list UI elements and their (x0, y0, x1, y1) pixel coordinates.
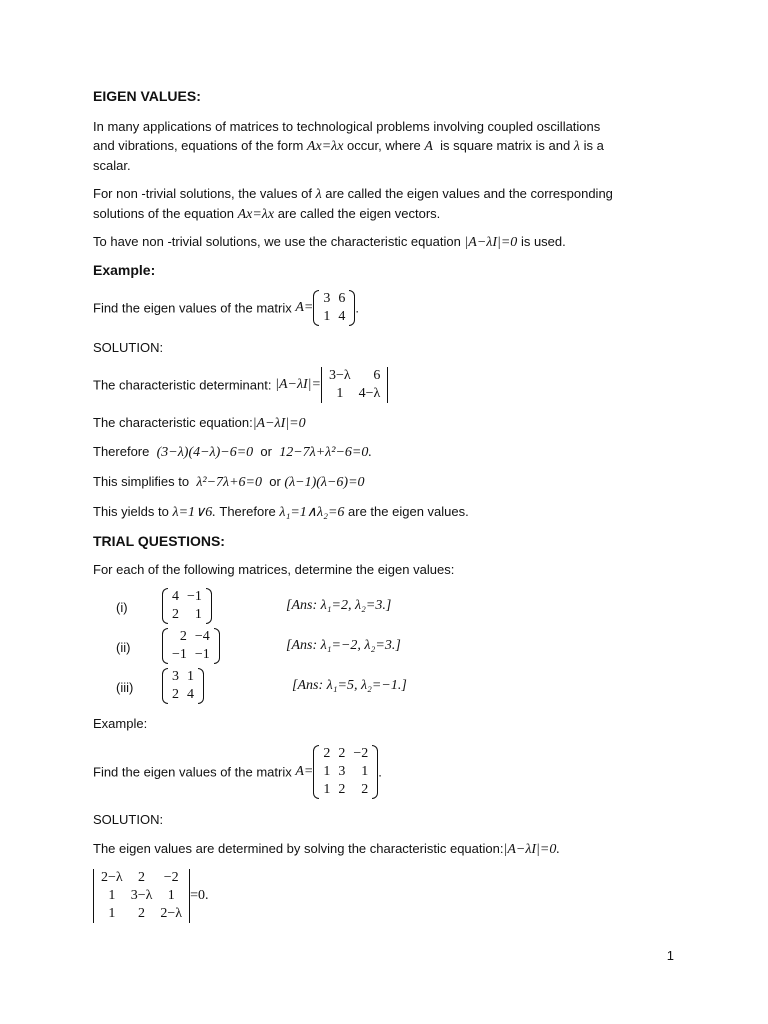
example2-determinant (93, 869, 190, 923)
matrix-cell: −4 (194, 629, 210, 644)
characteristic-equation-line: To have non -trivial solutions, we use the characteristic equation |A−λI|=0 is used. (93, 234, 566, 250)
trial-instruction: For each of the following matrices, determine the eigen values: (93, 562, 455, 577)
matrix-cell: 1 (187, 669, 194, 684)
example2-matrix (313, 745, 378, 799)
example2-det-text: The eigen values are determined by solving the characteristic equation:|A−λI|=0. (93, 841, 560, 857)
matrix-cell: 2 (361, 782, 369, 797)
example1-determinant (321, 367, 388, 403)
matrix-cell: 1 (361, 764, 369, 779)
matrix-cell: 6 (338, 291, 346, 306)
matrix-cell: 2 (138, 870, 146, 885)
matrix-cell: 4 (172, 589, 179, 604)
trial-item (116, 588, 676, 628)
example2-determinant-equation: 2−λ 2 −2 1 3−λ 1 1 2 2−λ =0. (93, 869, 208, 923)
trial-item-label: (ii) (116, 640, 131, 655)
example2-heading: Example: (93, 716, 148, 731)
matrix-cell: 1 (108, 906, 116, 921)
trial-item (116, 628, 676, 668)
trial-item-matrix (162, 588, 212, 624)
matrix-cell: 2 (323, 746, 331, 761)
example1-yields: This yields to λ=1∨6. Therefore λ₁=1∧λ₂=6 are the eigen values. (93, 504, 469, 520)
matrix-cell: 1 (167, 888, 175, 903)
example1-solution-label: SOLUTION: (93, 340, 164, 355)
trial-item-answer: [Ans: λ₁=−2, λ₂=3.] (286, 638, 401, 653)
trial-item-matrix (162, 628, 220, 664)
trial-item-label: (i) (116, 600, 128, 615)
matrix-cell: 3−λ (130, 888, 153, 903)
matrix-cell: 2−λ (101, 870, 123, 885)
example2-solution-label: SOLUTION: (93, 812, 164, 827)
trial-item-answer: [Ans: λ₁=2, λ₂=3.] (286, 598, 392, 613)
example1-therefore: Therefore (3−λ)(4−λ)−6=0 or 12−7λ+λ²−6=0. (93, 444, 372, 460)
matrix-cell: −1 (172, 647, 187, 662)
matrix-cell: 2 (138, 906, 146, 921)
matrix-cell: 1 (336, 386, 344, 401)
matrix-cell: 3 (323, 291, 331, 306)
matrix-cell: 3−λ (328, 368, 351, 383)
trial-questions-heading: TRIAL QUESTIONS: (93, 533, 225, 549)
matrix-cell: 2 (338, 782, 346, 797)
nontrivial-paragraph: For non -trivial solutions, the values of λ are called the eigen values and the corresponding solutions of the equation Ax=λx are called the eigen vectors. (93, 186, 613, 222)
matrix-cell: 1 (194, 607, 202, 622)
matrix-cell: 1 (323, 309, 331, 324)
trial-item-label: (iii) (116, 680, 134, 695)
trial-item-matrix (162, 668, 204, 704)
matrix-cell: 4 (187, 687, 194, 702)
matrix-cell: 1 (323, 764, 331, 779)
matrix-cell: −1 (187, 589, 202, 604)
matrix-cell: −1 (194, 647, 210, 662)
page-number: 1 (666, 948, 674, 963)
matrix-cell: 1 (108, 888, 116, 903)
intro-paragraph: In many applications of matrices to technological problems involving coupled oscillations and vibrations, equations of the form Ax=λx occur, where A is square matrix is and λ is a scalar. (93, 119, 604, 173)
trial-item (116, 668, 676, 708)
matrix-cell: 1 (323, 782, 331, 797)
example1-find: Find the eigen values of the matrix A= 3 6 1 4 . (93, 291, 359, 324)
matrix-cell: 6 (373, 368, 381, 383)
example1-char-equation: The characteristic equation:|A−λI|=0 (93, 415, 306, 431)
matrix-cell: 2 (338, 746, 346, 761)
matrix-cell: 2 (172, 687, 179, 702)
trial-item-answer: [Ans: λ₁=5, λ₂=−1.] (292, 678, 407, 693)
matrix-cell: −2 (353, 746, 369, 761)
matrix-cell: 4 (338, 309, 346, 324)
example1-matrix (313, 290, 355, 326)
matrix-cell: 2−λ (160, 906, 183, 921)
matrix-cell: 3 (338, 764, 346, 779)
example1-simplifies: This simplifies to λ²−7λ+6=0 or (λ−1)(λ−6)=0 (93, 474, 365, 490)
heading-eigen-values: EIGEN VALUES: (93, 88, 201, 104)
matrix-cell: −2 (163, 870, 179, 885)
example2-find: Find the eigen values of the matrix A= 2 2 −2 1 3 1 1 2 2 . (93, 746, 382, 797)
matrix-cell: 2 (179, 629, 187, 644)
example1-heading: Example: (93, 262, 156, 278)
matrix-cell: 3 (172, 669, 179, 684)
matrix-cell: 2 (172, 607, 179, 622)
example1-characteristic-determinant: The characteristic determinant: |A−λI|= 3−λ 6 1 4−λ (93, 367, 388, 403)
matrix-cell: 4−λ (358, 386, 381, 401)
